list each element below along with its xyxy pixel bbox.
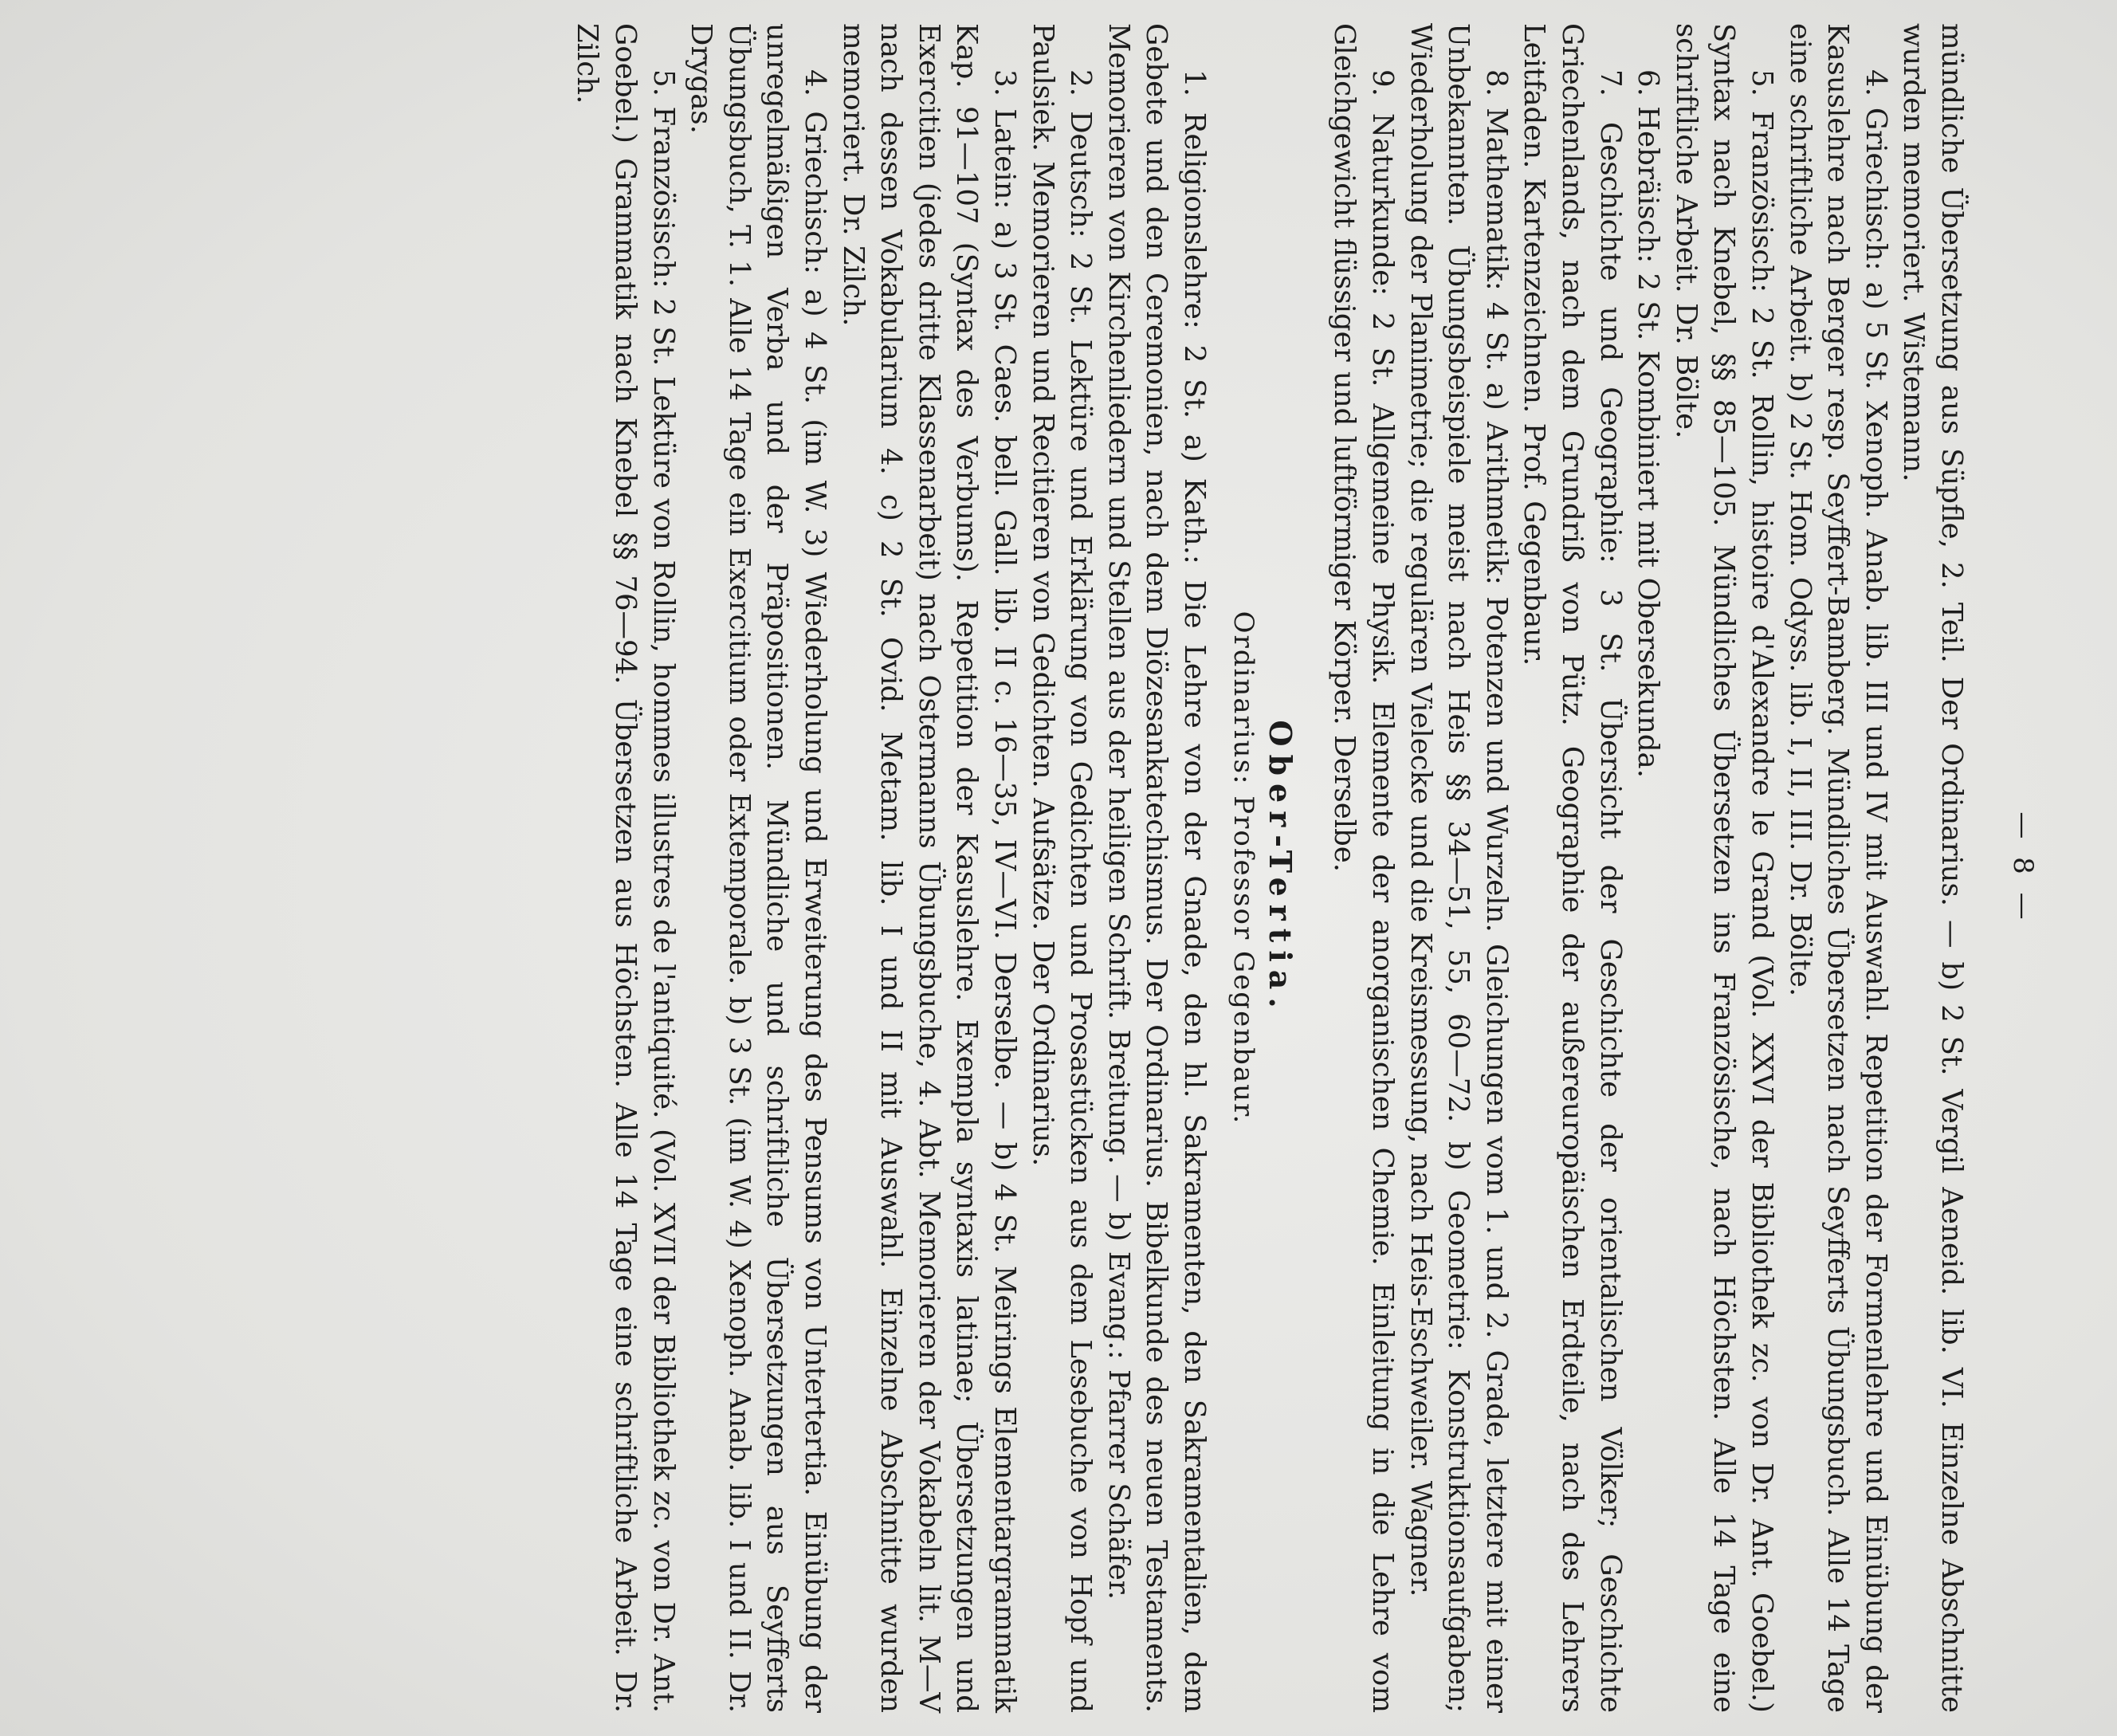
paragraph-hebraeisch: 6. Hebräisch: 2 St. Kombiniert mit Obersekunda.: [1632, 69, 1665, 779]
paragraph-religionslehre: 1. Religionslehre: 2 St. a) Kath.: Die Lehre von der Gnade, den hl. Sakramenten, den Sakramentalien, dem Gebete und den Ceremonien, nach dem Diözesankatechismus. Der Ordinarius. Bibelkunde des neuen Testaments. Memorieren von Kirchenliedern und Stellen aus der heiligen Schrift. Breitung. — b) Evang.: Pfarrer Schäfer.: [1102, 23, 1211, 1713]
paragraph-latein: 3. Latein: a) 3 St. Caes. bell. Gall. lib. II c. 16—35, IV—VI. Derselbe. — b) 4 St. Meirings Elementargrammatik Kap. 91—107 (Syntax des Verbums). Repetition der Kasuslehre. Exempla syntaxis latinae; Übersetzungen und Exercitien (jedes dritte Klassenarbeit) nach Ostermanns Übungsbuche, 4. Abt. Memorieren der Vokabeln lit. M—V nach dessen Vokabularium 4. c) 2 St. Ovid. Metam. lib. I und II mit Auswahl. Einzelne Abschnitte wurden memoriert. Dr. Zilch.: [836, 23, 1021, 1713]
paragraph-deutsch: 2. Deutsch: 2 St. Lektüre und Erklärung von Gedichten und Prosastücken aus dem Lesebuche von Hopf und Paulsiek. Memorieren und Recitieren von Gedichten. Aufsätze. Der Ordinarius.: [1026, 23, 1098, 1713]
paragraph-latin-continuation: mündliche Übersetzung aus Süpfle, 2. Teil. Der Ordinarius. — b) 2 St. Vergil Aeneid. lib. VI. Einzelne Abschnitte wurden memoriert. Wistemann.: [1897, 23, 1968, 1713]
paragraph-franzoesisch: 5. Französisch: 2 St. Rollin, histoire d'Alexandre le Grand (Vol. XXVI der Bibliothek zc. von Dr. Ant. Goebel.) Syntax nach Knebel, §§ 85—105. Mündliches Übersetzen ins Französische, nach Höchsten. Alle 14 Tage eine schriftliche Arbeit. Dr. Bölte.: [1669, 23, 1779, 1713]
section-title: Ober-Tertia.: [1262, 720, 1298, 1016]
paragraph-naturkunde: 9. Naturkunde: 2 St. Allgemeine Physik. Elemente der anorganischen Chemie. Einleitung in die Lehre vom Gleichgewicht flüssiger und luftförmiger Körper. Derselbe.: [1328, 23, 1400, 1713]
paragraph-geschichte: 7. Geschichte und Geographie: 3 St. Übersicht der Geschichte der orientalischen Völker; Geschichte Griechenlands, nach dem Grundriß von Pütz. Geographie der außereuropäischen Erdteile, nach des Lehrers Leitfaden. Kartenzeichnen. Prof. Gegenbaur.: [1518, 23, 1627, 1713]
paragraph-franzoesisch-obertertia: 5. Französisch: 2 St. Lektüre von Rollin, hommes illustres de l'antiquité. (Vol. XVII der Bibliothek zc. von Dr. Ant. Goebel.) Grammatik nach Knebel §§ 76—94. Übersetzen aus Höchsten. Alle 14 Tage eine schriftliche Arbeit. Dr. Zilch.: [571, 23, 680, 1713]
section-subtitle: Ordinarius: Professor Gegenbaur.: [1227, 611, 1259, 1125]
page-number: — 8 —: [2007, 811, 2039, 925]
section-spacer: [1306, 23, 1326, 1713]
paragraph-griechisch: 4. Griechisch: a) 5 St. Xenoph. Anab. lib. III und IV mit Auswahl. Repetition der Formenlehre und Einübung der Kasuslehre nach Berger resp. Seyffert-Bamberg. Mündliches Übersetzen nach Seyfferts Übungsbuch. Alle 14 Tage eine schriftliche Arbeit. b) 2 St. Hom. Odyss. lib. I, II, III. Dr. Bölte.: [1783, 23, 1892, 1713]
rotated-page-content: [78, 23, 2039, 1713]
paragraph-griechisch-obertertia: 4. Griechisch: a) 4 St. (im W. 3) Wiederholung und Erweiterung des Pensums von Untertertia. Einübung der unregelmäßigen Verba und der Präpositionen. Mündliche und schriftliche Übersetzungen aus Seyfferts Übungsbuch, T. 1. Alle 14 Tage ein Exercitium oder Extemporale. b) 3 St. (im W. 4) Xenoph. Anab. lib. I und II. Dr. Drygas.: [685, 23, 831, 1713]
paragraph-mathematik: 8. Mathematik: 4 St. a) Arithmetik: Potenzen und Wurzeln. Gleichungen vom 1. und 2. Grade, letztere mit einer Unbekannten. Übungsbeispiele meist nach Heis §§ 34—51, 55, 60—72. b) Geometrie: Konstruktionsaufgaben; Wiederholung der Planimetrie; die regulären Vielecke und die Kreismessung, nach Heis-Eschweiler. Wagner.: [1404, 23, 1513, 1713]
